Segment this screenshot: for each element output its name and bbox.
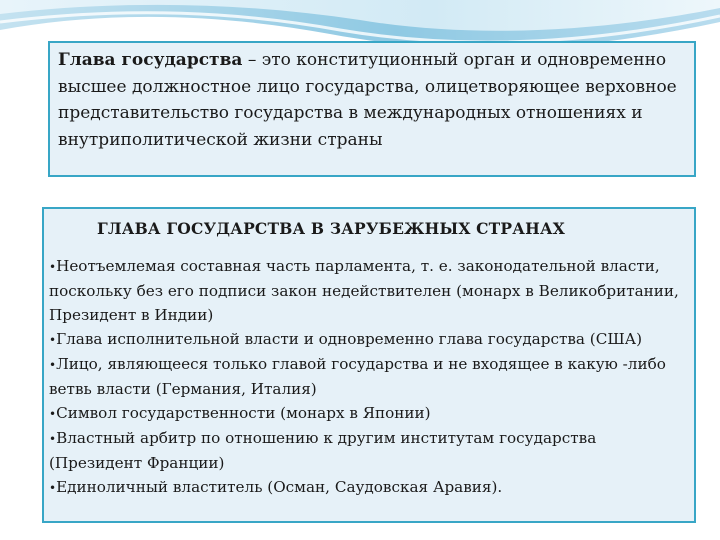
list-item (49, 475, 689, 500)
list-item (49, 352, 689, 401)
bullet-icon: • (49, 432, 57, 446)
list-item-text: Символ государственности (монарх в Японии) (56, 404, 431, 422)
list-item-text: Единоличный властитель (Осман, Саудовская Аравия). (56, 478, 503, 496)
head-of-state-roles-list (49, 254, 689, 500)
bullet-icon: • (49, 481, 57, 495)
bullet-icon: • (49, 407, 57, 421)
list-item-text: Лицо, являющееся только главой государства и не входящее в какую -либо ветвь власти (Германия, Италия) (49, 355, 666, 398)
list-item-text: Властный арбитр по отношению к другим институтам государства (Президент Франции) (49, 429, 597, 472)
list-item (49, 254, 689, 327)
definition-text: – это конституционный орган и одновременно высшее должностное лицо государства, олицетворяющее верховное представительство государства в международных отношениях и внутриполитической жизни страны (58, 50, 677, 150)
list-item (49, 426, 689, 475)
list-item-text: Глава исполнительной власти и одновременно глава государства (США) (56, 330, 643, 348)
list-item (49, 401, 689, 426)
definition-box (48, 41, 696, 177)
definition-term: Глава государства (58, 50, 243, 70)
bullet-icon: • (49, 358, 57, 372)
bullet-icon: • (49, 333, 57, 347)
foreign-countries-box (42, 207, 696, 523)
list-item (49, 327, 689, 352)
foreign-countries-heading: ГЛАВА ГОСУДАРСТВА В ЗАРУБЕЖНЫХ СТРАНАХ (97, 219, 565, 238)
list-item-text: Неотъемлемая составная часть парламента, т. е. законодательной власти, поскольку без его подписи закон недействителен (монарх в Великобритании, Президент в Индии) (49, 257, 679, 324)
bullet-icon: • (49, 260, 57, 274)
